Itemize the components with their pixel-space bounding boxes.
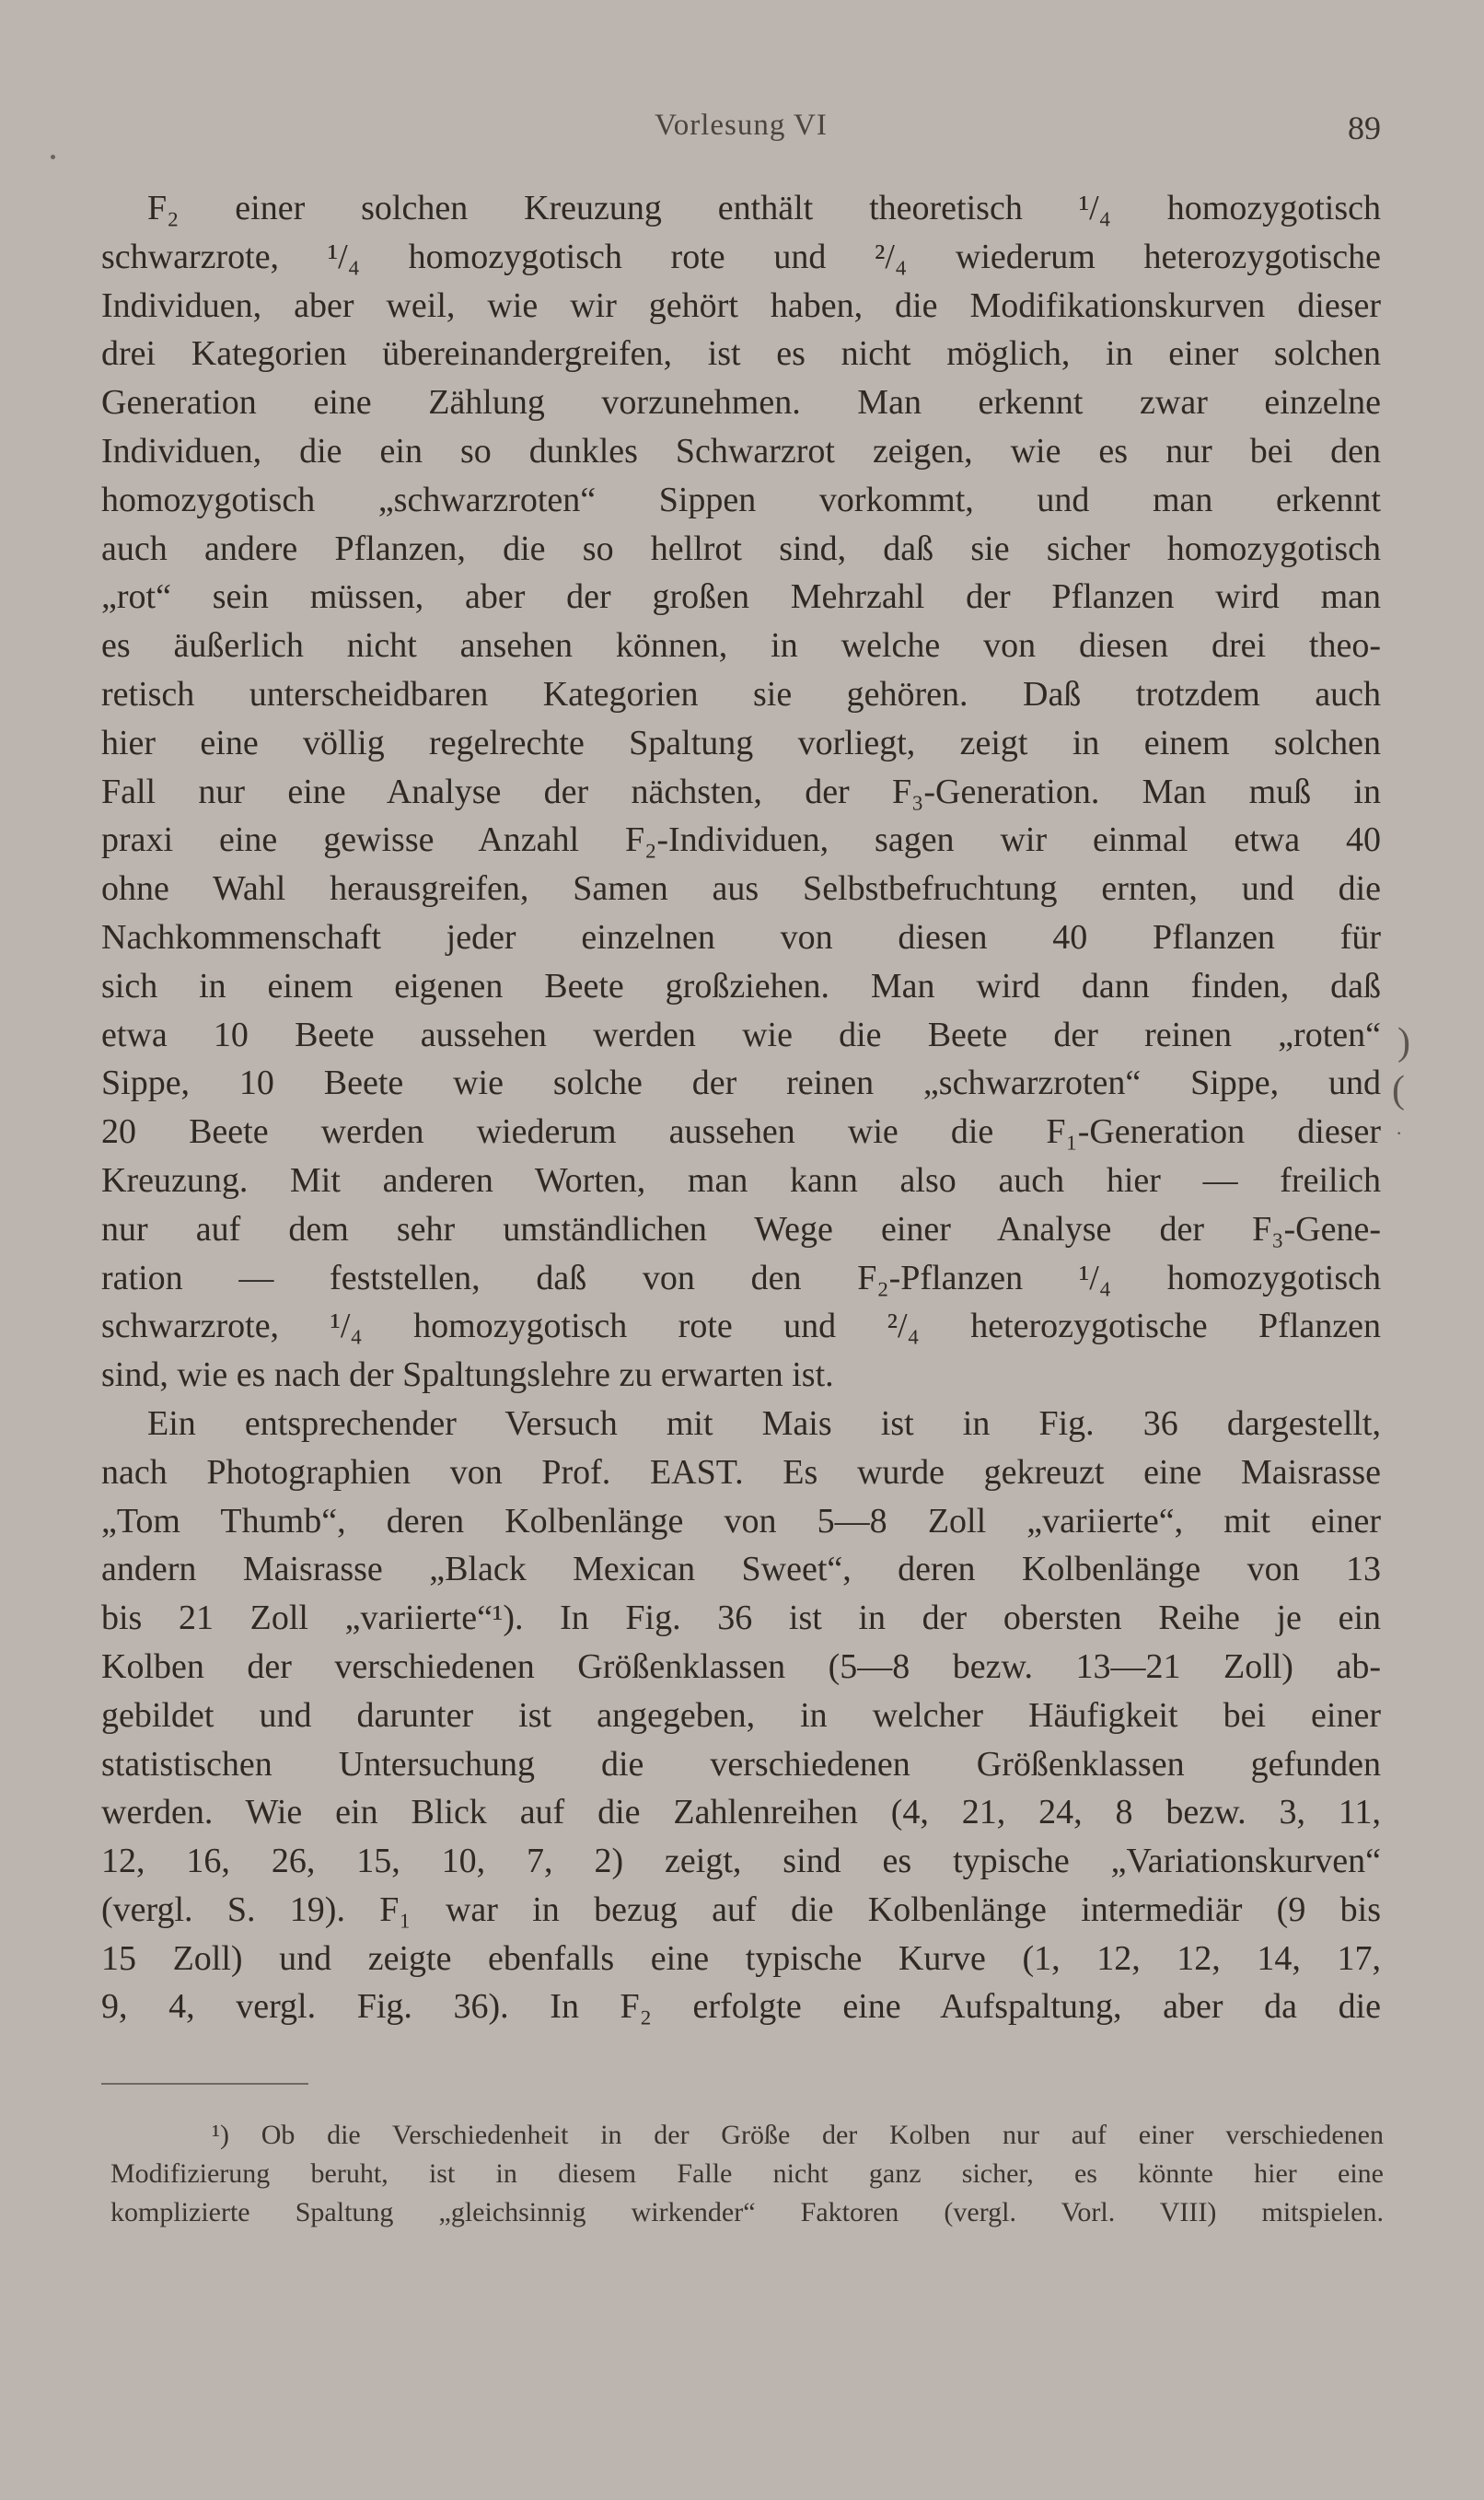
- text-line: nach Photographien von Prof. EAST. Es wurde gekreuzt eine Maisrasse: [101, 1452, 1381, 1492]
- text-line: drei Kategorien übereinandergreifen, ist es nicht möglich, in einer solchen: [101, 334, 1381, 374]
- footnote-line: Modifizierung beruht, ist in diesem Falle nicht ganz sicher, es könnte hier eine: [110, 2158, 1384, 2189]
- running-head: [101, 109, 1381, 155]
- text-line: hier eine völlig regelrechte Spaltung vorliegt, zeigt in einem solchen: [101, 723, 1381, 762]
- text-line: Generation eine Zählung vorzunehmen. Man erkennt zwar einzelne: [101, 383, 1381, 423]
- text-line: gebildet und darunter ist angegeben, in welcher Häufigkeit bei einer: [101, 1695, 1381, 1735]
- text-line: „rot“ sein müssen, aber der großen Mehrzahl der Pflanzen wird man: [101, 577, 1381, 617]
- text-line: Individuen, aber weil, wie wir gehört haben, die Modifikationskurven dieser: [101, 285, 1381, 325]
- margin-pencil-mark: (: [1392, 1069, 1405, 1111]
- footnote-divider: [101, 2083, 308, 2085]
- footnote-line: ¹) Ob die Verschiedenheit in der Größe der Kolben nur auf einer verschiedenen: [212, 2120, 1384, 2150]
- text-line: Nachkommenschaft jeder einzelnen von diesen 40 Pflanzen für: [101, 917, 1381, 957]
- text-line: 9, 4, vergl. Fig. 36). In F₂ erfolgte eine Aufspaltung, aber da die: [101, 1987, 1381, 2027]
- text-line: Fall nur eine Analyse der nächsten, der F₃-Generation. Man muß in: [101, 772, 1381, 811]
- text-line: „Tom Thumb“, deren Kolbenlänge von 5—8 Zoll „variierte“, mit einer: [101, 1501, 1381, 1541]
- text-line: Kreuzung. Mit anderen Worten, man kann also auch hier — freilich: [101, 1160, 1381, 1200]
- text-line: 12, 16, 26, 15, 10, 7, 2) zeigt, sind es typische „Variationskurven“: [101, 1842, 1381, 1881]
- running-title: Vorlesung VI: [655, 109, 828, 142]
- text-line: nur auf dem sehr umständlichen Wege einer Analyse der F₃-Gene-: [101, 1209, 1381, 1249]
- text-line: werden. Wie ein Blick auf die Zahlenreihen (4, 21, 24, 8 bezw. 3, 11,: [101, 1793, 1381, 1832]
- page-number: 89: [1348, 110, 1381, 146]
- footnote-line: komplizierte Spaltung „gleichsinnig wirkender“ Faktoren (vergl. Vorl. VIII) mitspielen.: [110, 2197, 1384, 2227]
- text-line: schwarzrote, ¹/₄ homozygotisch rote und ²/₄ wiederum heterozygotische: [101, 237, 1381, 276]
- text-line: homozygotisch „schwarzroten“ Sippen vorkommt, und man erkennt: [101, 480, 1381, 519]
- text-line: 20 Beete werden wiederum aussehen wie die F₁-Generation dieser: [101, 1112, 1381, 1152]
- paper-speck: [51, 155, 55, 159]
- text-line: ohne Wahl herausgreifen, Samen aus Selbstbefruchtung ernten, und die: [101, 869, 1381, 909]
- text-line: F₂ einer solchen Kreuzung enthält theoretisch ¹/₄ homozygotisch: [147, 189, 1381, 227]
- text-line: andern Maisrasse „Black Mexican Sweet“, deren Kolbenlänge von 13: [101, 1550, 1381, 1589]
- text-line: Sippe, 10 Beete wie solche der reinen „schwarzroten“ Sippe, und: [101, 1064, 1381, 1103]
- text-line: etwa 10 Beete aussehen werden wie die Beete der reinen „roten“: [101, 1015, 1381, 1054]
- text-line: (vergl. S. 19). F₁ war in bezug auf die Kolbenlänge intermediär (9 bis: [101, 1890, 1381, 1929]
- body-text: [101, 184, 1381, 2031]
- footnotes: [110, 2116, 1384, 2232]
- margin-pencil-mark: ): [1397, 1021, 1410, 1064]
- text-line: auch andere Pflanzen, die so hellrot sind, daß sie sicher homozygotisch: [101, 529, 1381, 568]
- margin-pencil-mark: ·: [1396, 1122, 1403, 1145]
- text-line: praxi eine gewisse Anzahl F₂-Individuen, sagen wir einmal etwa 40: [101, 820, 1381, 860]
- text-line: bis 21 Zoll „variierte“¹). In Fig. 36 ist in der obersten Reihe je ein: [101, 1599, 1381, 1638]
- text-line: Individuen, die ein so dunkles Schwarzrot zeigen, wie es nur bei den: [101, 431, 1381, 471]
- text-line: retisch unterscheidbaren Kategorien sie gehören. Daß trotzdem auch: [101, 674, 1381, 714]
- text-line: sind, wie es nach der Spaltungslehre zu erwarten ist.: [101, 1355, 834, 1395]
- text-line: ration — feststellen, daß von den F₂-Pflanzen ¹/₄ homozygotisch: [101, 1258, 1381, 1297]
- text-line: schwarzrote, ¹/₄ homozygotisch rote und ²/₄ heterozygotische Pflanzen: [101, 1307, 1381, 1346]
- text-line: Ein entsprechender Versuch mit Mais ist in Fig. 36 dargestellt,: [147, 1403, 1381, 1443]
- text-line: statistischen Untersuchung die verschiedenen Größenklassen gefunden: [101, 1744, 1381, 1784]
- text-line: es äußerlich nicht ansehen können, in welche von diesen drei theo-: [101, 626, 1381, 666]
- text-line: sich in einem eigenen Beete großziehen. Man wird dann finden, daß: [101, 966, 1381, 1006]
- text-line: Kolben der verschiedenen Größenklassen (5—8 bezw. 13—21 Zoll) ab-: [101, 1646, 1381, 1686]
- text-line: 15 Zoll) und zeigte ebenfalls eine typische Kurve (1, 12, 12, 14, 17,: [101, 1938, 1381, 1978]
